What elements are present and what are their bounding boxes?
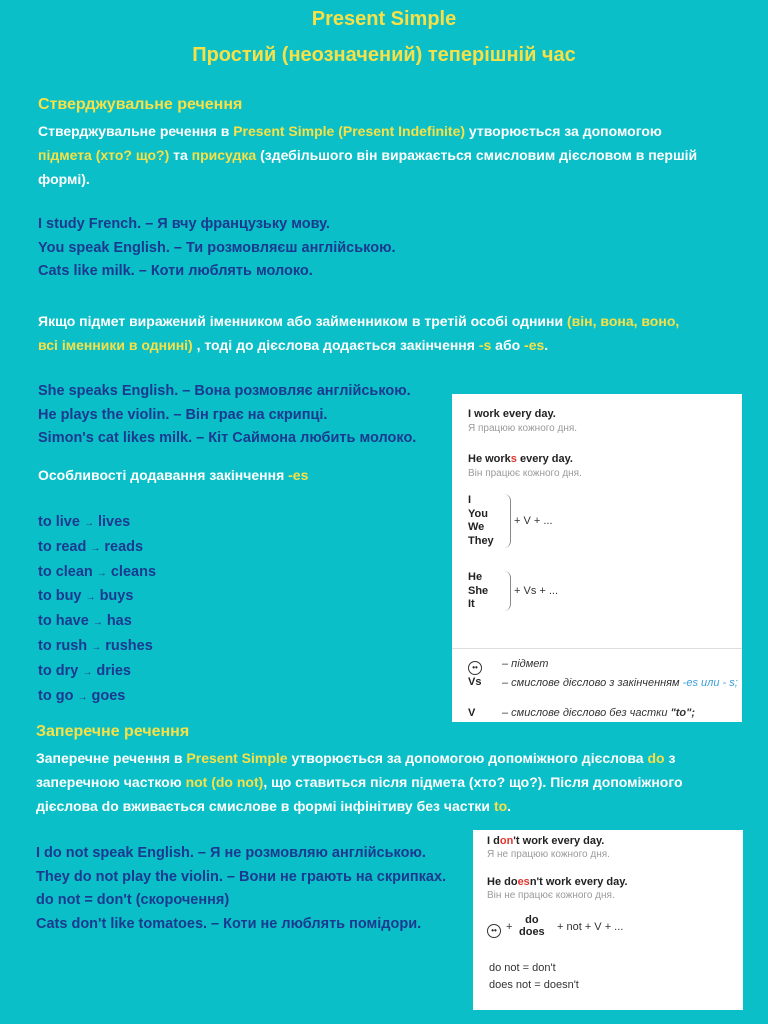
verb-item: to read → reads [38,538,144,555]
rule-line-1: Стверджувальне речення в Present Simple (Present Indefinite) утворюється за допомогою [38,123,662,139]
verb-list [38,511,156,709]
verb-item: to rush → rushes [38,637,153,654]
example-line: do not = don't (скорочення) [36,892,230,908]
rule-line: дієслова do вживається смислове в формі інфінітиву без частки to. [36,798,512,814]
card-example: I don't work every day. [487,835,605,847]
card-translation: Я працюю кожного дня. [468,423,578,434]
verb-item: to clean → cleans [38,563,157,580]
legend-v: – смислове дієслово без частки "to"; [502,707,695,719]
verb-item: to go → goes [38,687,126,704]
card-example: He doesn't work every day. [487,876,628,888]
plus-sign: + [506,921,513,933]
brace [504,571,511,611]
subject-face-icon: •• [487,920,501,938]
singular-formula: + Vs + ... [514,585,559,597]
card-example: He works every day. [468,453,573,465]
brace [504,494,511,548]
card-translation: Я не працюю кожного дня. [487,849,610,860]
example-line: He plays the violin. – Він грає на скрипці. [38,406,328,423]
third-person-rule [38,309,763,357]
affirmative-examples [38,213,396,284]
negative-formula-card [473,830,743,1010]
affirmative-formula-card [452,394,742,722]
example-line: Cats like milk. – Коти люблять молоко. [38,263,313,279]
example-line: She speaks English. – Вона розмовляє англійською. [38,383,411,399]
singular-pronouns: He She It [468,571,489,610]
rule-line-2: підмета (хто? що?) та присудка (здебільшого він виражається смисловим дієсловом в першій [38,147,698,163]
legend-vs: – смислове дієслово з закінченням -es или - s; [502,677,738,689]
third-person-examples [38,380,416,451]
example-line: Simon's cat likes milk. – Кіт Саймона любить молоко. [38,430,417,446]
example-line: You speak English. – Ти розмовляєш англійською. [38,239,396,256]
example-line: Cats don't like tomatoes. – Коти не люблять помідори. [36,915,422,932]
negative-formula: + not + V + ... [557,921,624,933]
legend-subject: – підмет [502,658,549,670]
card-example: I work every day. [468,408,556,420]
affirmative-heading: Стверджувальне речення [38,96,243,113]
contraction-does: does not = doesn't [489,979,579,991]
card-translation: Він працює кожного дня. [468,468,582,479]
negative-rule [36,746,766,818]
rule-line-3: формі). [38,171,90,187]
legend-v-label: V [468,707,476,719]
do-does: do does [519,914,545,938]
es-heading: Особливості додавання закінчення -es [38,467,309,483]
page-title: Present Simple [311,8,457,30]
verb-item: to dry → dries [38,662,132,679]
rule-line: Заперечне речення в Present Simple утворюється за допомогою допоміжного дієслова do з [36,750,676,766]
contraction-do: do not = don't [489,962,556,974]
negative-heading: Заперечне речення [36,723,190,740]
page-subtitle: Простий (неозначений) теперішній час [192,44,576,66]
rule-line: заперечною часткою not (do not), що ставиться після підмета (хто? що?). Після допоміжного [36,774,683,790]
plural-formula: + V + ... [514,515,553,527]
negative-examples [36,842,446,936]
verb-item: to have → has [38,613,132,630]
plural-pronouns: I You We They [468,494,494,547]
verb-item: to live → lives [38,514,131,530]
example-line: I study French. – Я вчу французьку мову. [38,216,330,232]
card-translation: Він не працює кожного дня. [487,890,615,901]
example-line: I do not speak English. – Я не розмовляю англійською. [36,845,426,861]
rule-line: всі іменники в однині) , тоді до дієслова додається закінчення -s або -es. [38,337,549,353]
subject-face-icon: •• [468,657,482,675]
example-line: They do not play the violin. – Вони не грають на скрипках. [36,868,447,885]
affirmative-rule [38,119,758,191]
rule-line: Якщо підмет виражений іменником або займенником в третій особі однини (він, вона, воно, [38,313,680,329]
legend-vs-label: Vs [468,676,482,688]
divider [452,648,742,649]
verb-item: to buy → buys [38,588,134,605]
